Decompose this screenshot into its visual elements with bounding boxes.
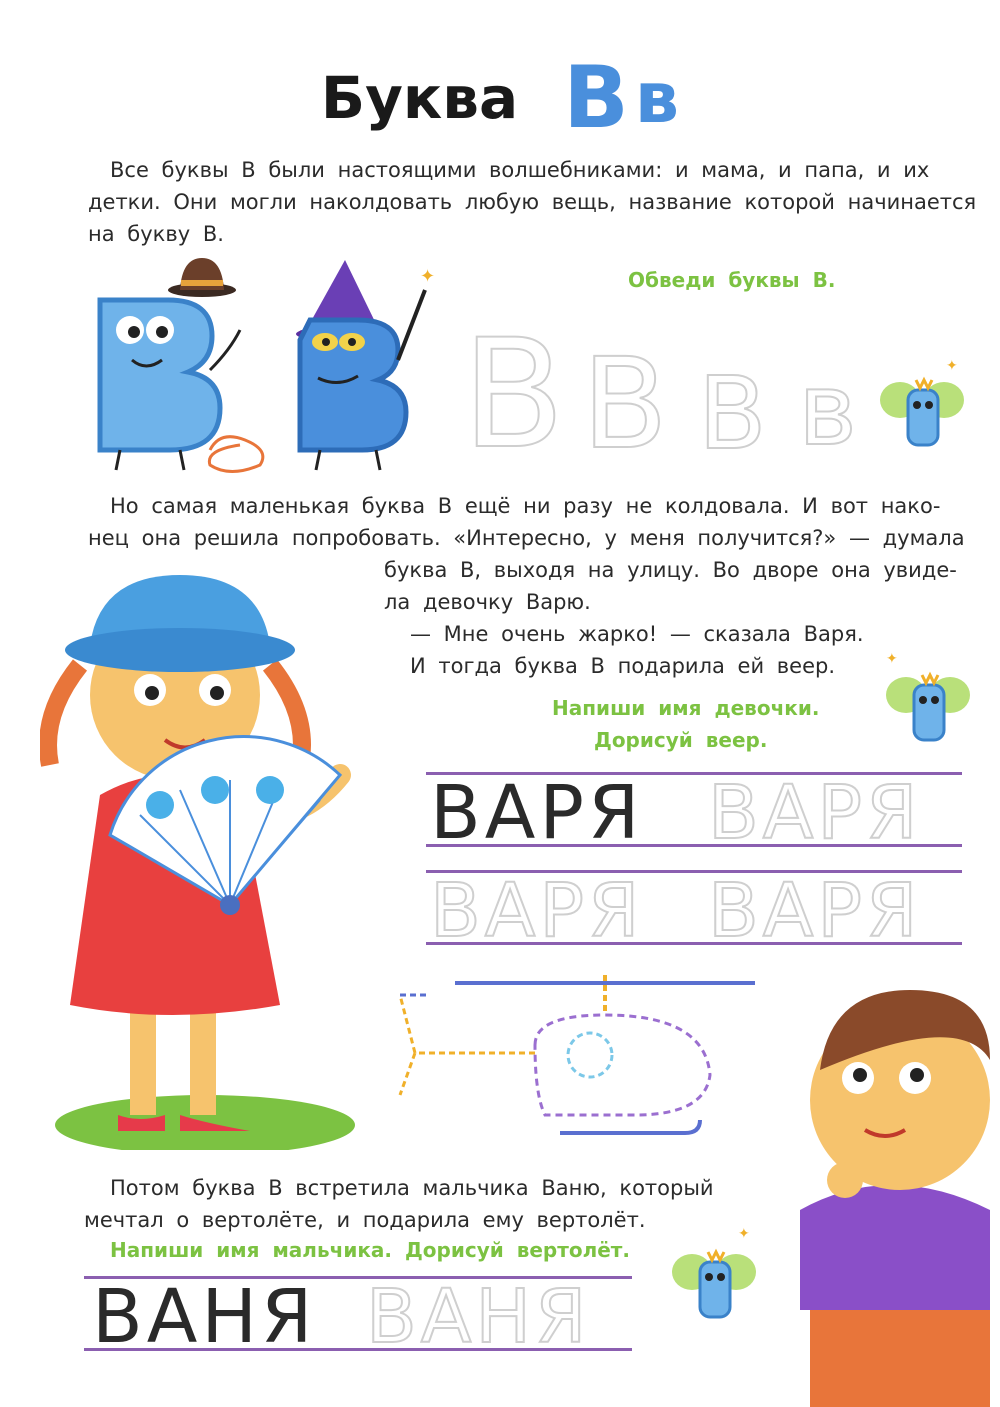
title-word: Буква: [320, 64, 519, 132]
girl-illustration: [40, 575, 390, 1150]
story-line: Но самая маленькая буква В ещё ни разу не колдовала. И вот нако-: [110, 494, 941, 518]
girl-name-trace[interactable]: ВАРЯ: [708, 770, 922, 856]
magic-wand-icon: [398, 266, 435, 360]
trace-instruction: Обведи буквы В.: [628, 268, 836, 292]
trace-letter[interactable]: В: [698, 355, 767, 472]
story-line: — Мне очень жарко! — сказала Варя.: [410, 622, 864, 646]
svg-text:✦: ✦: [946, 358, 958, 374]
intro-line: на букву В.: [88, 222, 224, 246]
title-lower-letter: в: [634, 57, 680, 139]
svg-text:✦: ✦: [738, 1226, 750, 1242]
girl-instruction-line: Дорисуй веер.: [594, 728, 768, 752]
fairy-letter-icon: [668, 1222, 758, 1332]
boy-story-line: мечтал о вертолёте, и подарила ему вертолёт.: [84, 1208, 646, 1232]
girl-name-trace[interactable]: ВАРЯ: [708, 868, 922, 954]
boy-instruction: Напиши имя мальчика. Дорисуй вертолёт.: [110, 1238, 630, 1262]
boy-illustration: [790, 980, 1000, 1407]
svg-text:✦: ✦: [420, 266, 436, 287]
story-line: ла девочку Варю.: [384, 590, 591, 614]
helicopter-icon[interactable]: [395, 965, 765, 1145]
fairy-letter-icon: [876, 350, 966, 470]
trace-letter[interactable]: В: [582, 332, 668, 477]
boy-story-line: Потом буква В встретила мальчика Ваню, который: [110, 1176, 714, 1200]
girl-instruction-line: Напиши имя девочки.: [552, 696, 820, 720]
trace-letter[interactable]: в: [798, 351, 857, 468]
bowler-hat-icon: [168, 258, 236, 297]
intro-line: детки. Они могли наколдовать любую вещь, название которой начинается: [88, 190, 977, 214]
story-line: буква В, выходя на улицу. Во дворе она увиде-: [384, 558, 957, 582]
trace-letters-row: [462, 308, 882, 482]
girl-name-trace[interactable]: ВАРЯ: [430, 868, 644, 954]
letter-characters-illustration: [80, 250, 460, 480]
title-upper-letter: В: [563, 48, 635, 148]
boy-name-written: ВАНЯ: [92, 1274, 317, 1360]
page-title: [0, 48, 1000, 148]
trace-letter[interactable]: В: [462, 308, 565, 482]
story-line: нец она решила попробовать. «Интересно, у меня получится?» — думала: [88, 526, 965, 550]
fairy-letter-icon: [882, 645, 972, 755]
girl-name-written: ВАРЯ: [430, 770, 644, 856]
boy-name-trace[interactable]: ВАНЯ: [366, 1274, 591, 1360]
svg-text:✦: ✦: [886, 651, 898, 667]
intro-line: Все буквы В были настоящими волшебниками: и мама, и папа, и их: [110, 158, 930, 182]
intro-paragraph: [88, 154, 977, 250]
story-line: И тогда буква В подарила ей веер.: [410, 654, 836, 678]
